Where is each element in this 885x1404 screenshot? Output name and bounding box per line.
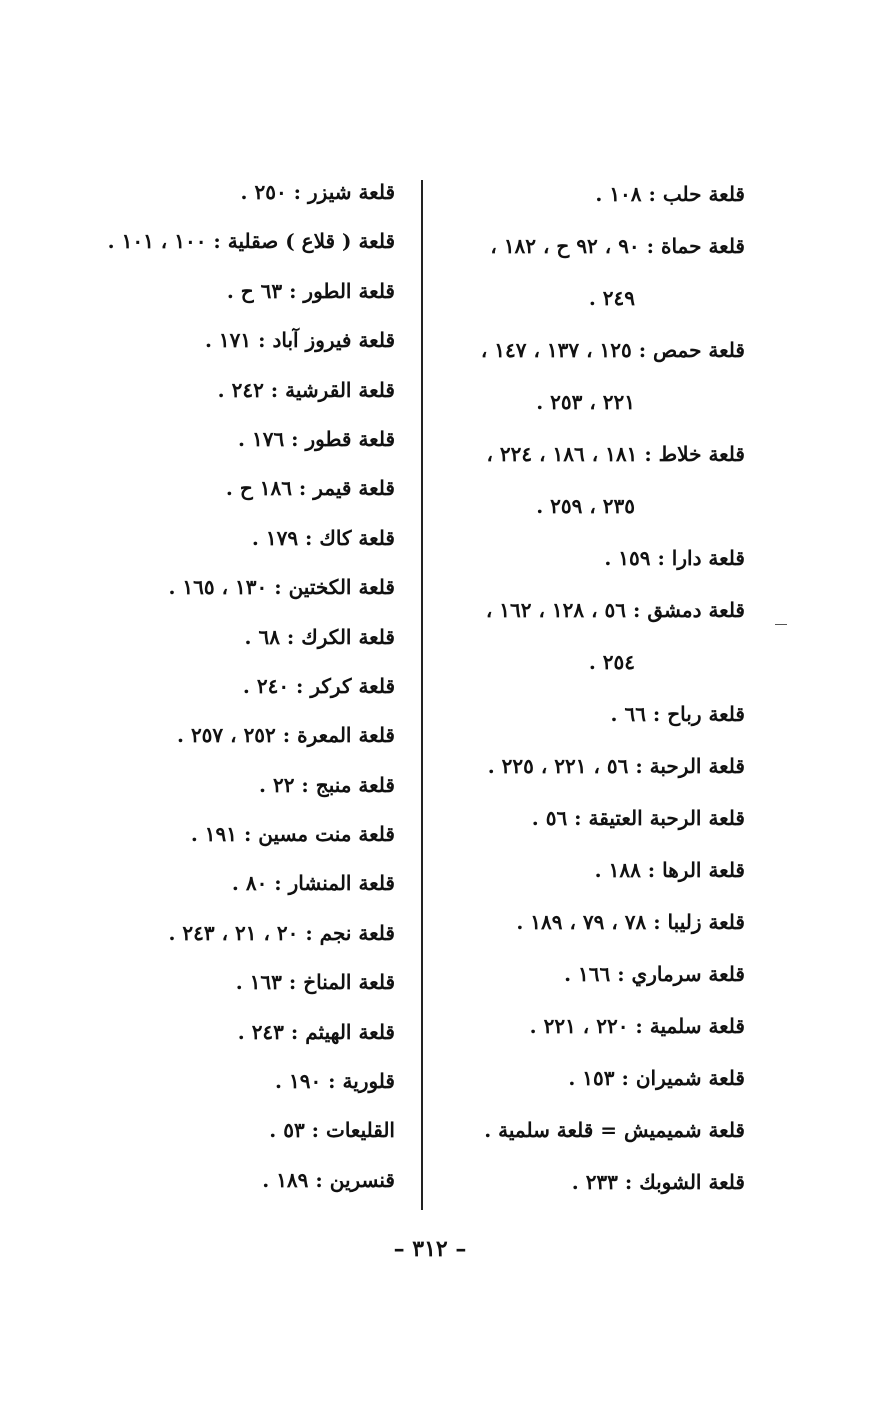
- index-entry: قلعة حماة : ٩٠ ، ٩٢ ح ، ١٨٢ ،: [490, 234, 745, 258]
- index-entry: قلعة شميران : ١٥٣ .: [568, 1066, 745, 1090]
- index-entry-continuation: ٢٥٤ .: [588, 650, 635, 674]
- index-entry: قلعة شميميش = قلعة سلمية .: [484, 1118, 745, 1142]
- index-entry: قلعة الكختين : ١٣٠ ، ١٦٥ .: [168, 575, 395, 600]
- index-entry: قلعة نجم : ٢٠ ، ٢١ ، ٢٤٣ .: [168, 920, 395, 945]
- index-entry: قلعة رباح : ٦٦ .: [610, 702, 745, 726]
- index-entry: قلعة الرها : ١٨٨ .: [594, 858, 745, 882]
- index-entry: قلعة سرماري : ١٦٦ .: [564, 962, 745, 986]
- index-entry: قلعة قطور : ١٧٦ .: [238, 426, 395, 451]
- index-entry: قلعة المنشار : ٨٠ .: [231, 871, 395, 896]
- index-entry: قلعة قيمر : ١٨٦ ح .: [225, 476, 395, 501]
- index-entry: قلعة فيروز آباد : ١٧١ .: [204, 328, 395, 353]
- index-entry: قلعة خلاط : ١٨١ ، ١٨٦ ، ٢٢٤ ،: [486, 442, 745, 466]
- index-entry: قلعة كاك : ١٧٩ .: [251, 525, 395, 550]
- index-entry: قلعة القرشية : ٢٤٢ .: [217, 377, 395, 402]
- index-entry: قلعة الشوبك : ٢٣٣ .: [571, 1170, 745, 1194]
- index-entry: قلعة المناخ : ١٦٣ .: [235, 970, 395, 995]
- index-entry-continuation: ٢٣٥ ، ٢٥٩ .: [536, 494, 635, 518]
- index-entry: قلعة دارا : ١٥٩ .: [604, 546, 745, 570]
- index-entry: قلعة المعرة : ٢٥٢ ، ٢٥٧ .: [177, 723, 395, 748]
- index-entry: قلعة الطور : ٦٣ ح .: [226, 278, 395, 303]
- index-entry: قلعة منبج : ٢٢ .: [259, 772, 395, 797]
- index-entry-continuation: ٢٤٩ .: [588, 286, 635, 310]
- index-entry: قلعة منت مسين : ١٩١ .: [190, 822, 395, 847]
- index-entry: القليعات : ٥٣ .: [269, 1118, 395, 1143]
- index-entry: قلعة الرحبة : ٥٦ ، ٢٢١ ، ٢٢٥ .: [487, 754, 745, 778]
- index-column-left: [5, 168, 395, 1205]
- index-entry: قلعة حلب : ١٠٨ .: [595, 182, 745, 206]
- index-entry-continuation: ٢٢١ ، ٢٥٣ .: [536, 390, 635, 414]
- index-entry: قلعة الكرك : ٦٨ .: [244, 624, 395, 649]
- index-entry: قلعة حمص : ١٢٥ ، ١٣٧ ، ١٤٧ ،: [480, 338, 745, 362]
- index-entry: قلعة زليبا : ٧٨ ، ٧٩ ، ١٨٩ .: [516, 910, 745, 934]
- index-entry: قلعة الهيثم : ٢٤٣ .: [237, 1019, 395, 1044]
- index-entry: قلعة دمشق : ٥٦ ، ١٢٨ ، ١٦٢ ،: [485, 598, 745, 622]
- page-number: – ٣١٢ –: [393, 1236, 467, 1262]
- index-entry: قلعة شيزر : ٢٥٠ .: [240, 180, 395, 204]
- index-entry: قلعة كركر : ٢٤٠ .: [242, 673, 395, 698]
- margin-mark: [775, 624, 787, 625]
- index-entry: قلعة الرحبة العتيقة : ٥٦ .: [531, 806, 745, 830]
- index-entry: قلعة ( قلاع ) صقلية : ١٠٠ ، ١٠١ .: [107, 229, 395, 254]
- index-entry: قلورية : ١٩٠ .: [275, 1069, 395, 1094]
- index-column-right: [445, 168, 745, 1208]
- column-divider: [421, 180, 423, 1210]
- index-entry: قنسرين : ١٨٩ .: [262, 1167, 395, 1192]
- index-entry: قلعة سلمية : ٢٢٠ ، ٢٢١ .: [529, 1014, 745, 1038]
